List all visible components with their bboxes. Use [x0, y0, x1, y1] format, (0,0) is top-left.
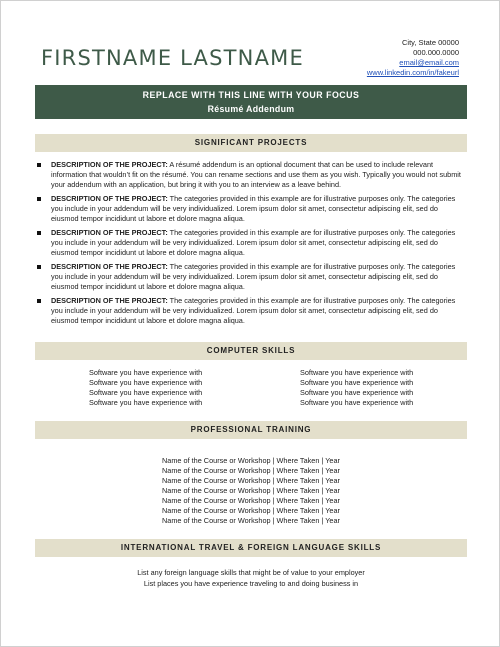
list-item	[35, 296, 467, 325]
languages-block	[1, 568, 500, 589]
section-heading-computer-skills: COMPUTER SKILLS	[35, 342, 467, 360]
project-label: DESCRIPTION OF THE PROJECT:	[51, 160, 168, 169]
section-heading-languages: INTERNATIONAL TRAVEL & FOREIGN LANGUAGE SKILLS	[35, 539, 467, 557]
contact-linkedin-link[interactable]: www.linkedin.com/in/fakeurl	[366, 68, 459, 77]
contact-block	[367, 38, 459, 78]
banner-subtitle: Résumé Addendum	[207, 104, 295, 114]
list-item: Name of the Course or Workshop | Where Taken | Year	[162, 496, 340, 505]
list-item: Name of the Course or Workshop | Where Taken | Year	[162, 466, 340, 475]
project-text: The categories provided in this example are for illustrative purposes only. The categories you include in your addendum will be very individualized. Lorem ipsum dolor sit amet, consectetur adipiscing elit, sed do eiusmod tempor incididunt ut labore et dolore magna aliqua.	[51, 295, 456, 325]
project-text: The categories provided in this example are for illustrative purposes only. The categories you include in your addendum will be very individualized. Lorem ipsum dolor sit amet, consectetur adipiscing elit, sed do eiusmod tempor incididunt ut labore et dolore magna aliqua.	[51, 227, 456, 257]
list-item: List places you have experience traveling to and doing business in	[143, 578, 359, 588]
list-item: Software you have experience with	[300, 378, 414, 387]
skills-column-right	[300, 368, 413, 408]
contact-email-link[interactable]: email@email.com	[399, 58, 459, 67]
list-item: Name of the Course or Workshop | Where Taken | Year	[162, 516, 340, 525]
project-text: A résumé addendum is an optional document that can be used to include relevant information that wouldn’t fit on the résumé. You can rename sections and use them as you wish. Typically you would not submit your addendum with an application, but bring it with you to an interview as a leave behind.	[51, 160, 461, 189]
list-item: Name of the Course or Workshop | Where Taken | Year	[162, 476, 340, 485]
list-item: Software you have experience with	[89, 378, 203, 387]
skills-column-left	[89, 368, 202, 408]
project-label: DESCRIPTION OF THE PROJECT:	[51, 295, 168, 305]
list-item: Software you have experience with	[89, 388, 203, 397]
section-heading-projects: SIGNIFICANT PROJECTS	[35, 134, 467, 152]
list-item	[35, 262, 467, 291]
contact-phone: 000.000.0000	[413, 48, 459, 57]
list-item: Software you have experience with	[89, 398, 203, 407]
project-text: The categories provided in this example are for illustrative purposes only. The categories you include in your addendum will be very individualized. Lorem ipsum dolor sit amet, consectetur adipiscing elit, sed do eiusmod tempor incididunt ut labore et dolore magna aliqua.	[51, 261, 456, 291]
project-label: DESCRIPTION OF THE PROJECT:	[51, 261, 168, 271]
contact-city-state: City, State 00000	[402, 38, 459, 47]
list-item	[35, 194, 467, 223]
focus-line: REPLACE WITH THIS LINE WITH YOUR FOCUS	[142, 90, 360, 100]
list-item: List any foreign language skills that might be of value to your employer	[137, 568, 365, 577]
list-item: Name of the Course or Workshop | Where Taken | Year	[162, 486, 340, 495]
training-list	[1, 456, 500, 526]
list-item: Name of the Course or Workshop | Where Taken | Year	[162, 456, 340, 465]
candidate-name: FIRSTNAME LASTNAME	[41, 46, 304, 70]
list-item: Software you have experience with	[300, 398, 414, 407]
project-label: DESCRIPTION OF THE PROJECT:	[51, 227, 168, 237]
section-heading-training: PROFESSIONAL TRAINING	[35, 421, 467, 439]
list-item	[35, 160, 467, 189]
project-label: DESCRIPTION OF THE PROJECT:	[51, 193, 168, 203]
list-item: Software you have experience with	[89, 368, 203, 377]
list-item: Software you have experience with	[300, 388, 414, 397]
list-item: Software you have experience with	[300, 368, 414, 377]
project-text: The categories provided in this example are for illustrative purposes only. The categories you include in your addendum will be very individualized. Lorem ipsum dolor sit amet, consectetur adipiscing elit, sed do eiusmod tempor incididunt ut labore et dolore magna aliqua.	[51, 193, 456, 223]
focus-banner	[35, 85, 467, 119]
list-item: Name of the Course or Workshop | Where Taken | Year	[162, 506, 340, 515]
projects-list	[35, 160, 467, 330]
list-item	[35, 228, 467, 257]
